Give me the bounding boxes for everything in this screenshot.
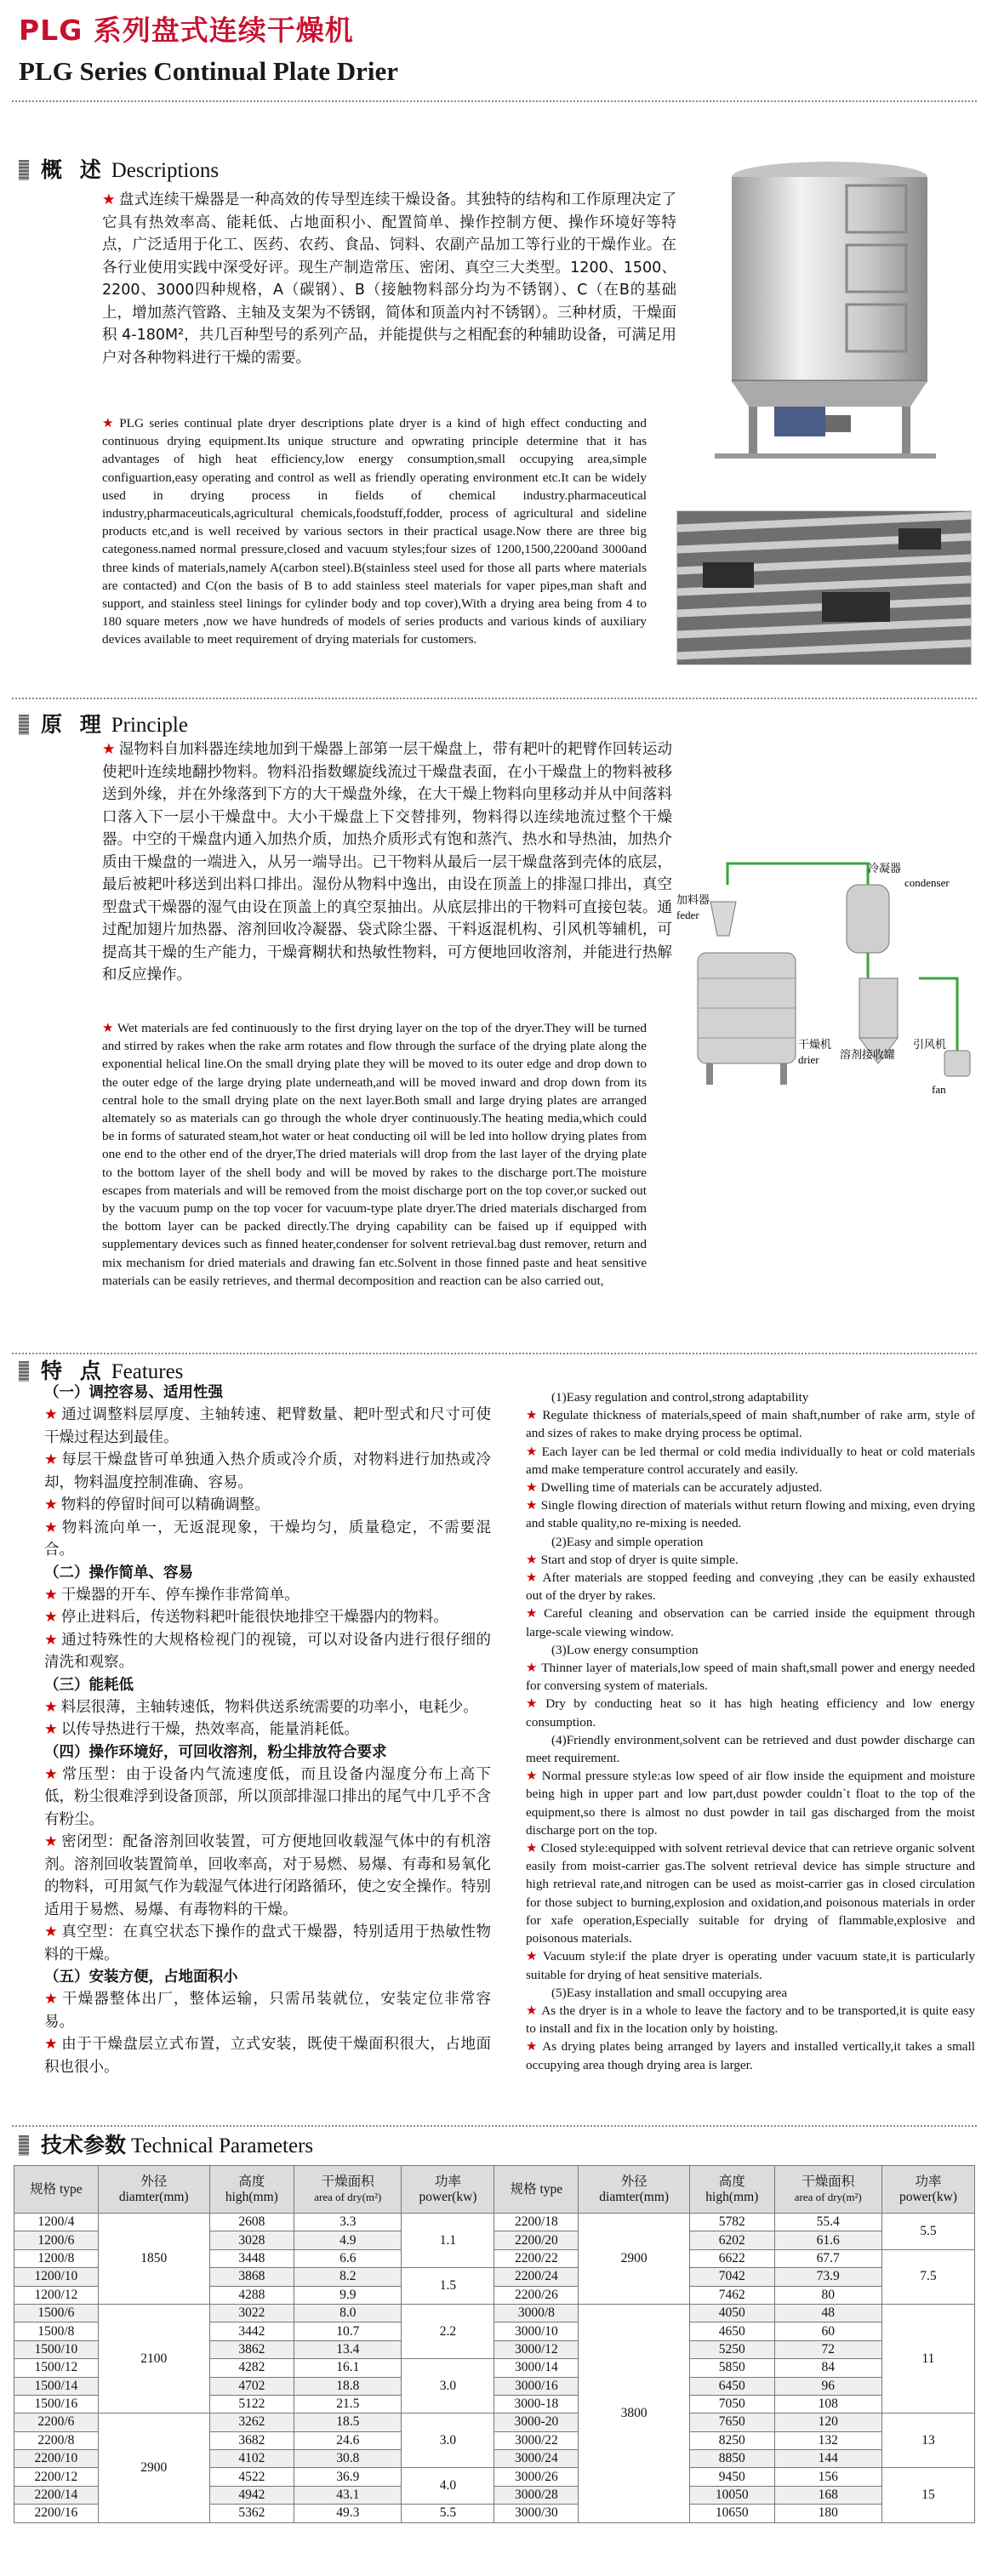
feature-item: [44, 1629, 491, 1674]
table-cell: 8250: [690, 2431, 775, 2449]
feature-item: [44, 1584, 491, 1607]
table-cell: 3028: [209, 2231, 294, 2249]
star-icon: ★: [44, 1609, 58, 1626]
star-icon: ★: [526, 1696, 543, 1712]
table-cell: 13.4: [294, 2340, 402, 2358]
table-cell: 156: [774, 2468, 881, 2486]
table-cell: 3000/30: [494, 2505, 579, 2522]
table-cell: 7.5: [881, 2249, 974, 2304]
table-row: [14, 2414, 975, 2431]
table-cell: 3000/28: [494, 2486, 579, 2504]
page-title-en: PLG Series Continual Plate Drier: [19, 56, 398, 86]
table-cell: 3262: [209, 2414, 294, 2431]
plate-photo: [676, 510, 972, 665]
feature-item-text: Each layer can be led thermal or cold media individually to heat or cold materials amd make temperature control accurately and easily.: [526, 1444, 975, 1477]
table-cell: 1200/12: [14, 2286, 99, 2304]
table-cell: 5782: [690, 2214, 775, 2231]
table-cell: 4050: [690, 2304, 775, 2322]
feature-item: [526, 1551, 975, 1569]
feature-group-heading: [44, 1382, 491, 1404]
feature-item-text: Regulate thickness of materials,speed of main shaft,number of rake arm, style of and sizes of rakes to make drying process be optimal.: [526, 1408, 976, 1441]
table-cell: 4650: [690, 2322, 775, 2340]
feature-item-text: 物料的停留时间可以精确调整。: [60, 1496, 270, 1513]
star-icon: ★: [102, 416, 117, 430]
table-cell: 5122: [209, 2395, 294, 2413]
table-cell: 4702: [209, 2377, 294, 2395]
condenser-label: 冷凝器: [868, 863, 902, 875]
table-cell: 3862: [209, 2340, 294, 2358]
col-height: 高度 high(mm): [209, 2166, 294, 2214]
feature-group-heading: [44, 1741, 491, 1764]
col-height: 高度 high(mm): [690, 2166, 775, 2214]
table-cell: 2200/16: [14, 2505, 99, 2522]
table-cell: 1500/14: [14, 2377, 99, 2395]
col-type: 规格 type: [14, 2166, 99, 2214]
star-icon: ★: [526, 1661, 539, 1676]
table-cell: 180: [774, 2505, 881, 2522]
col-area: 干燥面积 area of dry(m²): [774, 2166, 881, 2214]
dryer-photo: [681, 151, 970, 475]
fan-label: 引风机: [913, 1039, 947, 1051]
table-cell: 43.1: [294, 2486, 402, 2504]
feature-group-heading: [44, 1562, 491, 1584]
col-diameter: 外径 diamter(mm): [579, 2166, 690, 2214]
table-cell: 84: [774, 2359, 881, 2377]
feature-heading-text: （一）调控容易、适用性强: [44, 1384, 223, 1401]
feature-heading-text: （五）安装方便，占地面积小: [44, 1969, 238, 1986]
star-icon: ★: [44, 1991, 59, 2008]
table-cell: 3868: [209, 2268, 294, 2286]
table-cell: 3000/12: [494, 2340, 579, 2358]
feature-item-text: After materials are stopped feeding and conveying ,they can be easily exhausted out of the dryer by rakes.: [526, 1570, 975, 1604]
table-cell: 15: [881, 2468, 974, 2522]
overview-heading: 概 述 Descriptions: [19, 153, 219, 184]
table-cell: 168: [774, 2486, 881, 2504]
feature-item: [44, 1449, 491, 1494]
feature-item-text: 真空型：在真空状态下操作的盘式干燥器，特别适用于热敏性物料的干燥。: [44, 1923, 491, 1963]
feature-item-text: 以传导热进行干燥，热效率高，能量消耗低。: [60, 1721, 359, 1738]
table-cell: 4.0: [402, 2468, 494, 2505]
principle-heading: 原 理 Principle: [19, 708, 188, 738]
table-cell: 3000/16: [494, 2377, 579, 2395]
table-cell: 21.5: [294, 2395, 402, 2413]
table-cell: 73.9: [774, 2268, 881, 2286]
feature-item: [44, 1494, 491, 1517]
table-cell: 108: [774, 2395, 881, 2413]
table-cell: 3442: [209, 2322, 294, 2340]
table-cell: 18.8: [294, 2377, 402, 2395]
feature-item-text: Thinner layer of materials,low speed of main shaft,small power and energy needed for conversing system of materials.: [526, 1661, 975, 1694]
bar-icon: [19, 160, 29, 180]
table-cell: 3682: [209, 2431, 294, 2449]
feature-item: [526, 1947, 975, 1983]
star-icon: ★: [526, 2003, 539, 2018]
feature-item-text: 通过特殊性的大规格检视门的视镜，可以对设备内进行很仔细的清洗和观察。: [44, 1631, 491, 1671]
table-row: [14, 2304, 975, 2322]
table-cell: 4288: [209, 2286, 294, 2304]
feature-item-text: Careful cleaning and observation can be carried inside the equipment through large-scale viewing window.: [526, 1606, 975, 1639]
table-cell: 2200/14: [14, 2486, 99, 2504]
table-cell: 144: [774, 2450, 881, 2468]
table-header-row: [14, 2166, 975, 2214]
process-diagram: [676, 851, 974, 1114]
feature-item-text: 由于干燥盘层立式布置，立式安装，既使干燥面积很大，占地面积也很小。: [44, 2036, 491, 2076]
feature-item: [44, 1764, 491, 1832]
feature-item: [44, 1831, 491, 1921]
features-list-cn: [44, 1382, 491, 2078]
feature-item-text: Start and stop of dryer is quite simple.: [540, 1552, 739, 1567]
table-cell: 3000/14: [494, 2359, 579, 2377]
star-icon: ★: [526, 1408, 539, 1423]
star-icon: ★: [44, 1519, 59, 1536]
feder-label-en: feder: [676, 909, 699, 921]
table-cell: 49.3: [294, 2505, 402, 2522]
star-icon: ★: [44, 2036, 59, 2053]
principle-text-en: ★ Wet materials are fed continuously to the first drying layer on the top of the dryer.They will be turned and stirred by rakes when the rake arm rotates and flow through the surface of the drying plate along the exponential helical line.On the small drying plate they will be moved to its outer edge and drop down to the outer edge of the large drying plate underneath,and will be moved inward and drop down from its central hole to the small drying plate on the next layer.Both small and large drying plates are arranged altemately so as materials can go through the whole dryer continuously.The heating media,which could be in forms of saturated steam,hot water or heat conducting oil will be led into hollow drying plates from one end to the other end of the dryer,The dried materials will drop from the last layer of the drying plate to the bottom layer of the shell body and will be moved by rakes to the discharge port.The moisture escapes from materials and will be removed from the moist discharge port on the top cover,or sucked out by the vacuum pump on the top vocer for vacuum-type plate dryer.The dried materials discharged from the bottom layer can be packed directly.The drying capability can be faised up if equipped with supplementary devices such as finned heater,condenser for solvent retrieval.bag dust remover, return and mix mechanism for dried materials and drawing fan etc.Solvent in those finned paste and heat sensitive materials can be easily retrieves, and thermal decomposition and reaction can be also carried out,: [102, 1021, 647, 1288]
feature-heading-text: (4)Friendly environment,solvent can be retrieved and dust powder discharge can meet requirement.: [526, 1732, 975, 1766]
overview-text-cn: ★ 盘式连续干燥器是一种高效的传导型连续干燥设备。其独特的结构和工作原理决定了它具有热效率高、能耗低、占地面积小、配置简单、操作控制方便、操作环境好等特点，广泛适用于化工、医药、农药、食品、饲料、农副产品加工等行业的干燥作业。在各行业使用实践中深受好评。现生产制造常压、密闭、真空三大类型。1200、1500、2200、3000四种规格，A（碳钢）、B（接触物料部分均为不锈钢）、C（在B的基础上，增加蒸汽管路、主轴及支架为不锈钢，简体和顶盖内衬不锈钢）。三种材质，干燥面积 4-180M²，共几百种型号的系列产品，并能提供与之相配套的种辅助设备，可满足用户对各种物料进行干燥的需要。: [102, 191, 676, 367]
star-icon: ★: [102, 1021, 114, 1035]
star-icon: ★: [44, 1765, 59, 1783]
star-icon: ★: [526, 1570, 539, 1586]
feature-item: [44, 1404, 491, 1449]
feature-item-text: As the dryer is in a whole to leave the factory and to be transported,it is quite easy to install and fix in the location only by hoisting.: [526, 2003, 975, 2037]
page-title-cn: PLG 系列盘式连续干燥机: [19, 14, 354, 47]
feature-group-heading: [526, 1731, 975, 1767]
table-cell: 1500/10: [14, 2340, 99, 2358]
table-cell: 120: [774, 2414, 881, 2431]
table-cell: 5362: [209, 2505, 294, 2522]
feature-item: [44, 1921, 491, 1966]
feature-item: [526, 2002, 975, 2037]
feature-item-text: Normal pressure style:as low speed of air flow inside the equipment and moisture being high in upper part and low part,dust powder couldn`t float to the top of the equipment,so there is almost no dust powder in tail gas discharged from the moist discharge port on the top.: [526, 1769, 975, 1838]
feature-item-text: Dry by conducting heat so it has high heating efficiency and low energy consumption.: [526, 1696, 975, 1730]
star-icon: ★: [44, 1833, 59, 1850]
table-cell: 3000-18: [494, 2395, 579, 2413]
bar-icon: [19, 715, 29, 735]
table-cell: 1.1: [402, 2214, 494, 2268]
star-icon: ★: [526, 1498, 538, 1513]
features-list-en: [526, 1388, 975, 2074]
table-cell: 24.6: [294, 2431, 402, 2449]
bar-icon: [19, 1361, 29, 1382]
bar-icon: [19, 2135, 29, 2156]
col-area: 干燥面积 area of dry(m²): [294, 2166, 402, 2214]
divider: [12, 2125, 977, 2127]
table-cell: 1200/4: [14, 2214, 99, 2231]
feature-heading-text: (1)Easy regulation and control,strong adaptability: [551, 1390, 809, 1405]
table-cell: 3000/10: [494, 2322, 579, 2340]
feature-item: [526, 1479, 975, 1496]
feature-item: [44, 1517, 491, 1562]
feature-item-text: 停止进料后，传送物料耙叶能很快地排空干燥器内的物料。: [60, 1609, 448, 1626]
feature-group-heading: [526, 1388, 975, 1406]
table-cell: 1200/10: [14, 2268, 99, 2286]
feature-heading-text: (2)Easy and simple operation: [551, 1534, 704, 1549]
table-cell: 96: [774, 2377, 881, 2395]
feature-item-text: 料层很薄，主轴转速低，物料供送系统需要的功率小，电耗少。: [60, 1698, 478, 1716]
table-cell: 6.6: [294, 2249, 402, 2267]
star-icon: ★: [526, 1949, 539, 1964]
star-icon: ★: [102, 191, 116, 208]
feature-item: [44, 1718, 491, 1741]
feature-item: [526, 1569, 975, 1604]
feature-item: [44, 1696, 491, 1719]
table-cell: 5.5: [881, 2214, 974, 2250]
table-cell: 1500/16: [14, 2395, 99, 2413]
table-cell: 2900: [579, 2214, 690, 2305]
table-cell: 8850: [690, 2450, 775, 2468]
feature-group-heading: [44, 1966, 491, 1988]
star-icon: ★: [44, 1631, 59, 1649]
feature-item-text: Closed style:equipped with solvent retrieval device that can retrieve organic solvent easily from moist-carrier gas.The solvent retrieval device has simple structure and high retrieval rate,and nitrogen can be used as moist-carrier gas in closed circulation for those subject to burning,explosion and oxidation,and poisonous materials in order for xafe operation,Especially suitable for drying of flammable,explosive and poisonous materials.: [526, 1841, 975, 1946]
table-cell: 5850: [690, 2359, 775, 2377]
star-icon: ★: [44, 1496, 58, 1513]
col-diameter: 外径 diamter(mm): [98, 2166, 209, 2214]
feature-item: [526, 1767, 975, 1839]
drier-label: 干燥机: [798, 1039, 832, 1051]
table-cell: 7042: [690, 2268, 775, 2286]
table-cell: 10650: [690, 2505, 775, 2522]
feature-item: [526, 1659, 975, 1695]
feature-item: [44, 2033, 491, 2078]
table-cell: 16.1: [294, 2359, 402, 2377]
table-cell: 60: [774, 2322, 881, 2340]
table-cell: 1500/12: [14, 2359, 99, 2377]
table-cell: 55.4: [774, 2214, 881, 2231]
table-cell: 6450: [690, 2377, 775, 2395]
table-cell: 6202: [690, 2231, 775, 2249]
table-cell: 48: [774, 2304, 881, 2322]
table-cell: 10.7: [294, 2322, 402, 2340]
technical-heading: 技术参数 Technical Parameters: [19, 2129, 313, 2159]
table-cell: 2200/24: [494, 2268, 579, 2286]
feature-item: [44, 1988, 491, 2033]
table-cell: 9.9: [294, 2286, 402, 2304]
table-cell: 1850: [98, 2214, 209, 2305]
table-cell: 132: [774, 2431, 881, 2449]
star-icon: ★: [526, 1606, 541, 1621]
table-cell: 3000/8: [494, 2304, 579, 2322]
feature-group-heading: [44, 1674, 491, 1696]
table-cell: 2200/12: [14, 2468, 99, 2486]
star-icon: ★: [526, 2039, 539, 2055]
table-cell: 9450: [690, 2468, 775, 2486]
table-cell: 7650: [690, 2414, 775, 2431]
table-cell: 11: [881, 2304, 974, 2413]
feature-item-text: Single flowing direction of materials withut return flowing and mixing, even drying and stable quality,no re-mixing is needed.: [526, 1498, 975, 1531]
table-cell: 3022: [209, 2304, 294, 2322]
table-cell: 2100: [98, 2304, 209, 2413]
feature-item: [44, 1606, 491, 1629]
table-cell: 4942: [209, 2486, 294, 2504]
feature-item: [526, 1839, 975, 1947]
feature-item-text: 密闭型：配备溶剂回收装置，可方便地回收载湿气体中的有机溶剂。溶剂回收装置简单，回收率高，对于易燃、易爆、有毒和易氧化的物料，可用氮气作为载湿气体进行闭路循环，使之安全操作。特别适用于易燃、易爆、有毒物料的干燥。: [44, 1833, 491, 1918]
star-icon: ★: [526, 1841, 538, 1856]
star-icon: ★: [44, 1451, 59, 1468]
feature-item-text: As drying plates being arranged by layers and installed vertically,it takes a small occupying area though drying area is larger.: [526, 2039, 975, 2072]
table-cell: 36.9: [294, 2468, 402, 2486]
table-cell: 3000/26: [494, 2468, 579, 2486]
feature-item-text: Dwelling time of materials can be accurately adjusted.: [540, 1480, 823, 1496]
star-icon: ★: [102, 741, 116, 758]
feder-label: 加料器: [676, 894, 710, 907]
table-cell: 2900: [98, 2414, 209, 2522]
table-cell: 1200/6: [14, 2231, 99, 2249]
table-cell: 2200/26: [494, 2286, 579, 2304]
feature-heading-text: （四）操作环境好，可回收溶剂，粉尘排放符合要求: [44, 1743, 387, 1761]
col-type: 规格 type: [494, 2166, 579, 2214]
star-icon: ★: [44, 1586, 58, 1604]
feature-item: [526, 1496, 975, 1532]
table-cell: 2200/6: [14, 2414, 99, 2431]
table-cell: 7462: [690, 2286, 775, 2304]
star-icon: ★: [44, 1698, 58, 1716]
table-cell: 5250: [690, 2340, 775, 2358]
star-icon: ★: [526, 1552, 538, 1567]
star-icon: ★: [44, 1923, 59, 1941]
fan-label-en: fan: [932, 1083, 946, 1096]
feature-group-heading: [526, 1641, 975, 1659]
table-cell: 3000/22: [494, 2431, 579, 2449]
feature-item: [526, 1604, 975, 1640]
table-cell: 1200/8: [14, 2249, 99, 2267]
col-power: 功率 power(kw): [881, 2166, 974, 2214]
feature-item-text: 物料流向单一，无返混现象，干燥均匀，质量稳定，不需要混合。: [44, 1519, 491, 1559]
table-cell: 3000-20: [494, 2414, 579, 2431]
feature-item-text: 每层干燥盘皆可单独通入热介质或冷介质，对物料进行加热或冷却，物料温度控制准确、容易。: [44, 1451, 491, 1491]
feature-item-text: 干燥器的开车、停车操作非常简单。: [60, 1586, 300, 1604]
table-cell: 4102: [209, 2450, 294, 2468]
star-icon: ★: [44, 1406, 59, 1423]
table-cell: 1.5: [402, 2268, 494, 2305]
table-cell: 3.3: [294, 2214, 402, 2231]
table-cell: 4282: [209, 2359, 294, 2377]
feature-item-text: 通过调整料层厚度、主轴转速、耙臂数量、耙叶型式和尺寸可使干燥过程达到最佳。: [44, 1406, 491, 1446]
feature-item: [526, 1406, 975, 1442]
table-row: [14, 2214, 975, 2231]
table-cell: 8.2: [294, 2268, 402, 2286]
table-cell: 18.5: [294, 2414, 402, 2431]
divider: [12, 698, 977, 699]
table-cell: 2608: [209, 2214, 294, 2231]
feature-group-heading: [526, 1533, 975, 1551]
feature-item: [526, 1443, 975, 1479]
table-cell: 2200/20: [494, 2231, 579, 2249]
feature-item-text: 干燥器整体出厂，整体运输，只需吊装就位，安装定位非常容易。: [44, 1991, 491, 2031]
table-cell: 13: [881, 2414, 974, 2468]
feature-group-heading: [526, 1984, 975, 2002]
drier-label-en: drier: [798, 1053, 819, 1066]
table-cell: 61.6: [774, 2231, 881, 2249]
table-cell: 1500/6: [14, 2304, 99, 2322]
table-cell: 80: [774, 2286, 881, 2304]
table-cell: 2200/10: [14, 2450, 99, 2468]
star-icon: ★: [44, 1721, 58, 1738]
star-icon: ★: [526, 1480, 538, 1496]
table-cell: 7050: [690, 2395, 775, 2413]
feature-heading-text: （三）能耗低: [44, 1676, 134, 1694]
table-cell: 3000/24: [494, 2450, 579, 2468]
features-heading: 特 点 Features: [19, 1354, 183, 1385]
table-cell: 5.5: [402, 2505, 494, 2522]
feature-heading-text: (5)Easy installation and small occupying area: [551, 1985, 788, 2000]
feature-item-text: Vacuum style:if the plate dryer is operating under vacuum state,it is particularly suitable for drying of heat sensitive materials.: [526, 1949, 975, 1982]
star-icon: ★: [526, 1769, 539, 1784]
table-cell: 3.0: [402, 2359, 494, 2414]
table-cell: 2200/18: [494, 2214, 579, 2231]
table-cell: 6622: [690, 2249, 775, 2267]
table-cell: 3.0: [402, 2414, 494, 2468]
feature-item-text: 常压型：由于设备内气流速度低，而且设备内湿度分布上高下低，粉尘很难浮到设备顶部，所以顶部排湿口排出的尾气中几乎不含有粉尘。: [44, 1765, 491, 1828]
principle-text-cn: ★ 湿物料自加料器连续地加到干燥器上部第一层干燥盘上，带有耙叶的耙臂作回转运动使耙叶连续地翻抄物料。物料沿指数螺旋线流过干燥盘表面，在小干燥盘上的物料被移送到外缘，并在外缘落到下方的大干燥盘外缘，在大干燥上物料向里移动并从中间落料口落入下一层小干燥盘中。大小干燥盘上下交替排列，物料得以连续地流过整个干燥器。中空的干燥盘内通入加热介质，加热介质形式有饱和蒸汽、热水和导热油，加热介质由干燥盘的一端进入，从另一端导出。已干物料从最后一层干燥盘落到壳体的底层，最后被耙叶移送到出料口排出。湿份从物料中逸出，由设在顶盖上的排湿口排出，真空型盘式干燥器的湿气由设在顶盖上的真空泵抽出。从底层排出的干物料可直接包装。通过配加翅片加热器、溶剂回收冷凝器、袋式除尘器、干料返混机构、引风机等辅机，可提高其干燥的生产能力，干燥膏糊状和热敏性物料，可方便地回收溶剂，并能进行热解和反应操作。: [102, 741, 672, 983]
divider: [12, 100, 977, 102]
star-icon: ★: [526, 1444, 539, 1459]
feature-heading-text: (3)Low energy consumption: [551, 1642, 699, 1657]
table-cell: 2200/8: [14, 2431, 99, 2449]
feature-item: [526, 2037, 975, 2073]
table-cell: 3800: [579, 2304, 690, 2522]
table-cell: 72: [774, 2340, 881, 2358]
table-cell: 4522: [209, 2468, 294, 2486]
feature-heading-text: （二）操作简单、容易: [44, 1564, 193, 1582]
condenser-label-en: condenser: [904, 876, 950, 889]
table-cell: 2200/22: [494, 2249, 579, 2267]
table-cell: 2.2: [402, 2304, 494, 2358]
feature-item: [526, 1695, 975, 1730]
table-cell: 30.8: [294, 2450, 402, 2468]
table-cell: 10050: [690, 2486, 775, 2504]
table-cell: 3448: [209, 2249, 294, 2267]
table-cell: 1500/8: [14, 2322, 99, 2340]
parameter-table: [14, 2165, 975, 2523]
table-cell: 8.0: [294, 2304, 402, 2322]
table-cell: 67.7: [774, 2249, 881, 2267]
table-cell: 4.9: [294, 2231, 402, 2249]
col-power: 功率 power(kw): [402, 2166, 494, 2214]
tank-label: 溶剂接收罐: [840, 1049, 896, 1062]
overview-text-en: ★ PLG series continual plate dryer descriptions plate dryer is a kind of high effect conducting and continuous drying equipment.Its unique structure and opwrating principle determine that it has advantages of high heat efficiency,low energy consumption,small occupying area,simple configuartion,easy operating and control as well as friendly operating environment etc.It can be widely used in drying process in fields of chemical industry.pharmaceutical industry,pharmaceuticals,agricultural chemicals,foodstuff,fodder, process of agricultural and sideline products etc,and is well received by various sectors in their practical usage.Now there are three big categoness.named normal pressure,closed and vacuum styles;four sizes of 1200,1500,2200and 3000and three kinds of materials,namely A(carbon steel).B(stainless steel used for those all parts where materials are contacted) and C(on the basis of B to add stainless steel materials for vaper pipes,man shaft and support, and stainless steel linings for cylinder body and top cover),With a drying area being from 4 to 180 square meters ,now we have hundreds of models of series products and various kinds of auxiliary devices available to meet requirement of drying materials for customers.: [102, 416, 647, 647]
